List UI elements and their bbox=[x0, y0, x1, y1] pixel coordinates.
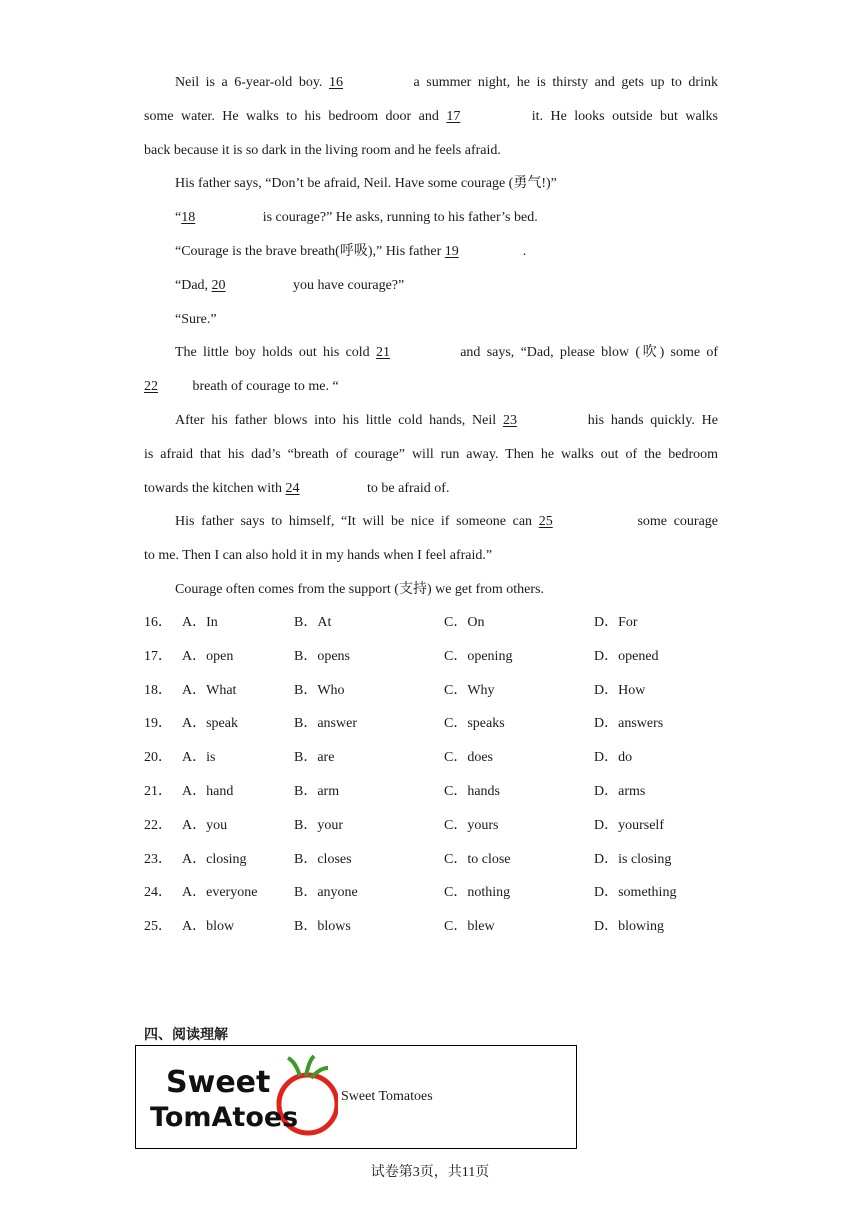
passage-text: a summer night, he is thirsty and gets up to drink bbox=[406, 75, 718, 90]
option-c: C．Why bbox=[444, 682, 495, 698]
question-row bbox=[144, 809, 744, 843]
question-row bbox=[144, 741, 744, 775]
option-c: C．speaks bbox=[444, 716, 505, 732]
section-title: 四、阅读理解 bbox=[144, 1027, 228, 1043]
question-number: 22． bbox=[144, 817, 172, 833]
option-b: B．opens bbox=[294, 648, 350, 664]
option-c: C．hands bbox=[444, 783, 500, 799]
option-b: B．answer bbox=[294, 716, 357, 732]
question-number: 20． bbox=[144, 750, 172, 766]
question-number: 24． bbox=[144, 885, 172, 901]
question-row bbox=[144, 775, 744, 809]
option-c: C．nothing bbox=[444, 885, 511, 901]
option-b: B．closes bbox=[294, 851, 352, 867]
passage-text: After his father blows into his little cold hands, Neil bbox=[175, 412, 503, 428]
passage-text: The little boy holds out his cold bbox=[175, 345, 376, 361]
passage-line bbox=[144, 66, 718, 100]
sweet-tomatoes-logo bbox=[148, 1054, 338, 1142]
option-d: D．For bbox=[594, 615, 638, 630]
question-number: 21． bbox=[144, 783, 172, 799]
passage-line bbox=[144, 573, 718, 607]
passage-text: towards the kitchen with bbox=[144, 480, 286, 496]
option-a: A．In bbox=[182, 615, 218, 630]
blank-22: 22 bbox=[144, 379, 158, 395]
option-c: C．yours bbox=[444, 817, 499, 833]
passage-text: some courage bbox=[630, 514, 718, 530]
blank-17: 17 bbox=[446, 108, 461, 124]
question-number: 16． bbox=[144, 615, 172, 630]
option-b: B．are bbox=[294, 750, 335, 766]
question-number: 25． bbox=[144, 919, 172, 935]
question-row bbox=[144, 876, 744, 910]
cloze-passage bbox=[144, 66, 718, 607]
question-row bbox=[144, 606, 744, 640]
passage-text: you have courage?” bbox=[289, 277, 405, 293]
option-d: D．do bbox=[594, 750, 633, 766]
option-d: D．something bbox=[594, 885, 677, 901]
passage-line bbox=[144, 370, 718, 404]
passage-text: some water. He walks to his bedroom door and bbox=[144, 108, 447, 124]
passage-line bbox=[144, 134, 718, 168]
option-b: B．blows bbox=[294, 919, 351, 935]
passage-text: back because it is so dark in the living room and he feels afraid. bbox=[144, 142, 501, 158]
passage-line bbox=[144, 438, 718, 472]
option-b: B．Who bbox=[294, 682, 345, 698]
blank-16: 16 bbox=[328, 75, 343, 90]
blank-18: 18 bbox=[181, 210, 196, 226]
question-number: 19． bbox=[144, 716, 172, 732]
passage-text: “Dad, bbox=[175, 277, 212, 293]
passage-text: to me. Then I can also hold it in my hands when I feel afraid.” bbox=[144, 548, 493, 564]
option-d: D．opened bbox=[594, 648, 659, 664]
passage-text: is courage?” He asks, running to his father’s bed. bbox=[259, 210, 538, 226]
blank-23: 23 bbox=[502, 412, 517, 428]
passage-text: “ bbox=[175, 210, 182, 226]
passage-text: breath of courage to me. “ bbox=[189, 379, 339, 395]
option-b: B．your bbox=[294, 817, 343, 833]
passage-line bbox=[144, 539, 718, 573]
passage-line bbox=[144, 336, 718, 370]
logo-caption: Sweet Tomatoes bbox=[341, 1089, 433, 1104]
option-b: B．anyone bbox=[294, 885, 358, 901]
passage-text: it. He looks outside but walks bbox=[524, 108, 718, 124]
question-row bbox=[144, 640, 744, 674]
passage-line bbox=[144, 201, 718, 235]
question-row bbox=[144, 910, 744, 944]
passage-line bbox=[144, 235, 718, 269]
passage-text: His father says, “Don’t be afraid, Neil. Have some courage (勇气!)” bbox=[175, 176, 557, 192]
passage-text: “Sure.” bbox=[175, 311, 217, 327]
option-a: A．you bbox=[182, 817, 228, 833]
passage-text: His father says to himself, “It will be nice if someone can bbox=[175, 514, 539, 530]
passage-line bbox=[144, 505, 718, 539]
option-d: D．blowing bbox=[594, 919, 664, 935]
passage-text: to be afraid of. bbox=[363, 480, 450, 496]
option-a: A．What bbox=[182, 682, 237, 698]
option-a: A．open bbox=[182, 648, 234, 664]
option-b: B．At bbox=[294, 615, 332, 630]
option-d: D．How bbox=[594, 682, 646, 698]
blank-20: 20 bbox=[211, 277, 226, 293]
question-number: 23． bbox=[144, 851, 172, 867]
option-c: C．On bbox=[444, 615, 485, 630]
passage-line bbox=[144, 269, 718, 303]
option-a: A．blow bbox=[182, 919, 235, 935]
option-a: A．is bbox=[182, 750, 216, 766]
option-d: D．yourself bbox=[594, 817, 664, 833]
passage-text: Courage often comes from the support (支持) we get from others. bbox=[175, 581, 544, 597]
page-footer: 试卷第3页，共11页 bbox=[370, 1165, 490, 1180]
question-number: 18． bbox=[144, 682, 172, 698]
option-d: D．arms bbox=[594, 783, 646, 799]
question-number: 17． bbox=[144, 648, 172, 664]
question-row bbox=[144, 843, 744, 877]
option-d: D．answers bbox=[594, 716, 664, 732]
passage-line bbox=[144, 303, 718, 337]
answer-options bbox=[144, 606, 744, 944]
option-c: C．does bbox=[444, 750, 493, 766]
svg-text:Sweet: Sweet bbox=[166, 1065, 271, 1100]
passage-line bbox=[144, 472, 718, 506]
passage-text: his hands quickly. He bbox=[580, 412, 718, 428]
question-row bbox=[144, 674, 744, 708]
option-d: D．is closing bbox=[594, 851, 672, 867]
passage-text: Neil is a 6-year-old boy. bbox=[175, 75, 329, 90]
option-b: B．arm bbox=[294, 783, 340, 799]
passage-text: . bbox=[522, 243, 527, 259]
passage-line bbox=[144, 404, 718, 438]
blank-24: 24 bbox=[285, 480, 300, 496]
option-a: A．speak bbox=[182, 716, 238, 732]
option-c: C．to close bbox=[444, 851, 511, 867]
passage-text: “Courage is the brave breath(呼吸),” His father bbox=[175, 243, 445, 259]
passage-line bbox=[144, 100, 718, 134]
question-row bbox=[144, 707, 744, 741]
blank-25: 25 bbox=[538, 514, 553, 530]
option-a: A．everyone bbox=[182, 885, 258, 901]
passage-text: and says, “Dad, please blow (吹) some of bbox=[453, 345, 718, 361]
option-c: C．opening bbox=[444, 648, 513, 664]
option-a: A．closing bbox=[182, 851, 247, 867]
reading-box bbox=[135, 1045, 577, 1149]
passage-text: is afraid that his dad’s “breath of courage” will run away. Then he walks out of the bedroom bbox=[144, 446, 718, 462]
option-a: A．hand bbox=[182, 783, 234, 799]
passage-line bbox=[144, 167, 718, 201]
blank-19: 19 bbox=[444, 243, 459, 259]
svg-text:TomAtoes: TomAtoes bbox=[150, 1102, 299, 1133]
blank-21: 21 bbox=[375, 345, 390, 361]
option-c: C．blew bbox=[444, 919, 495, 935]
